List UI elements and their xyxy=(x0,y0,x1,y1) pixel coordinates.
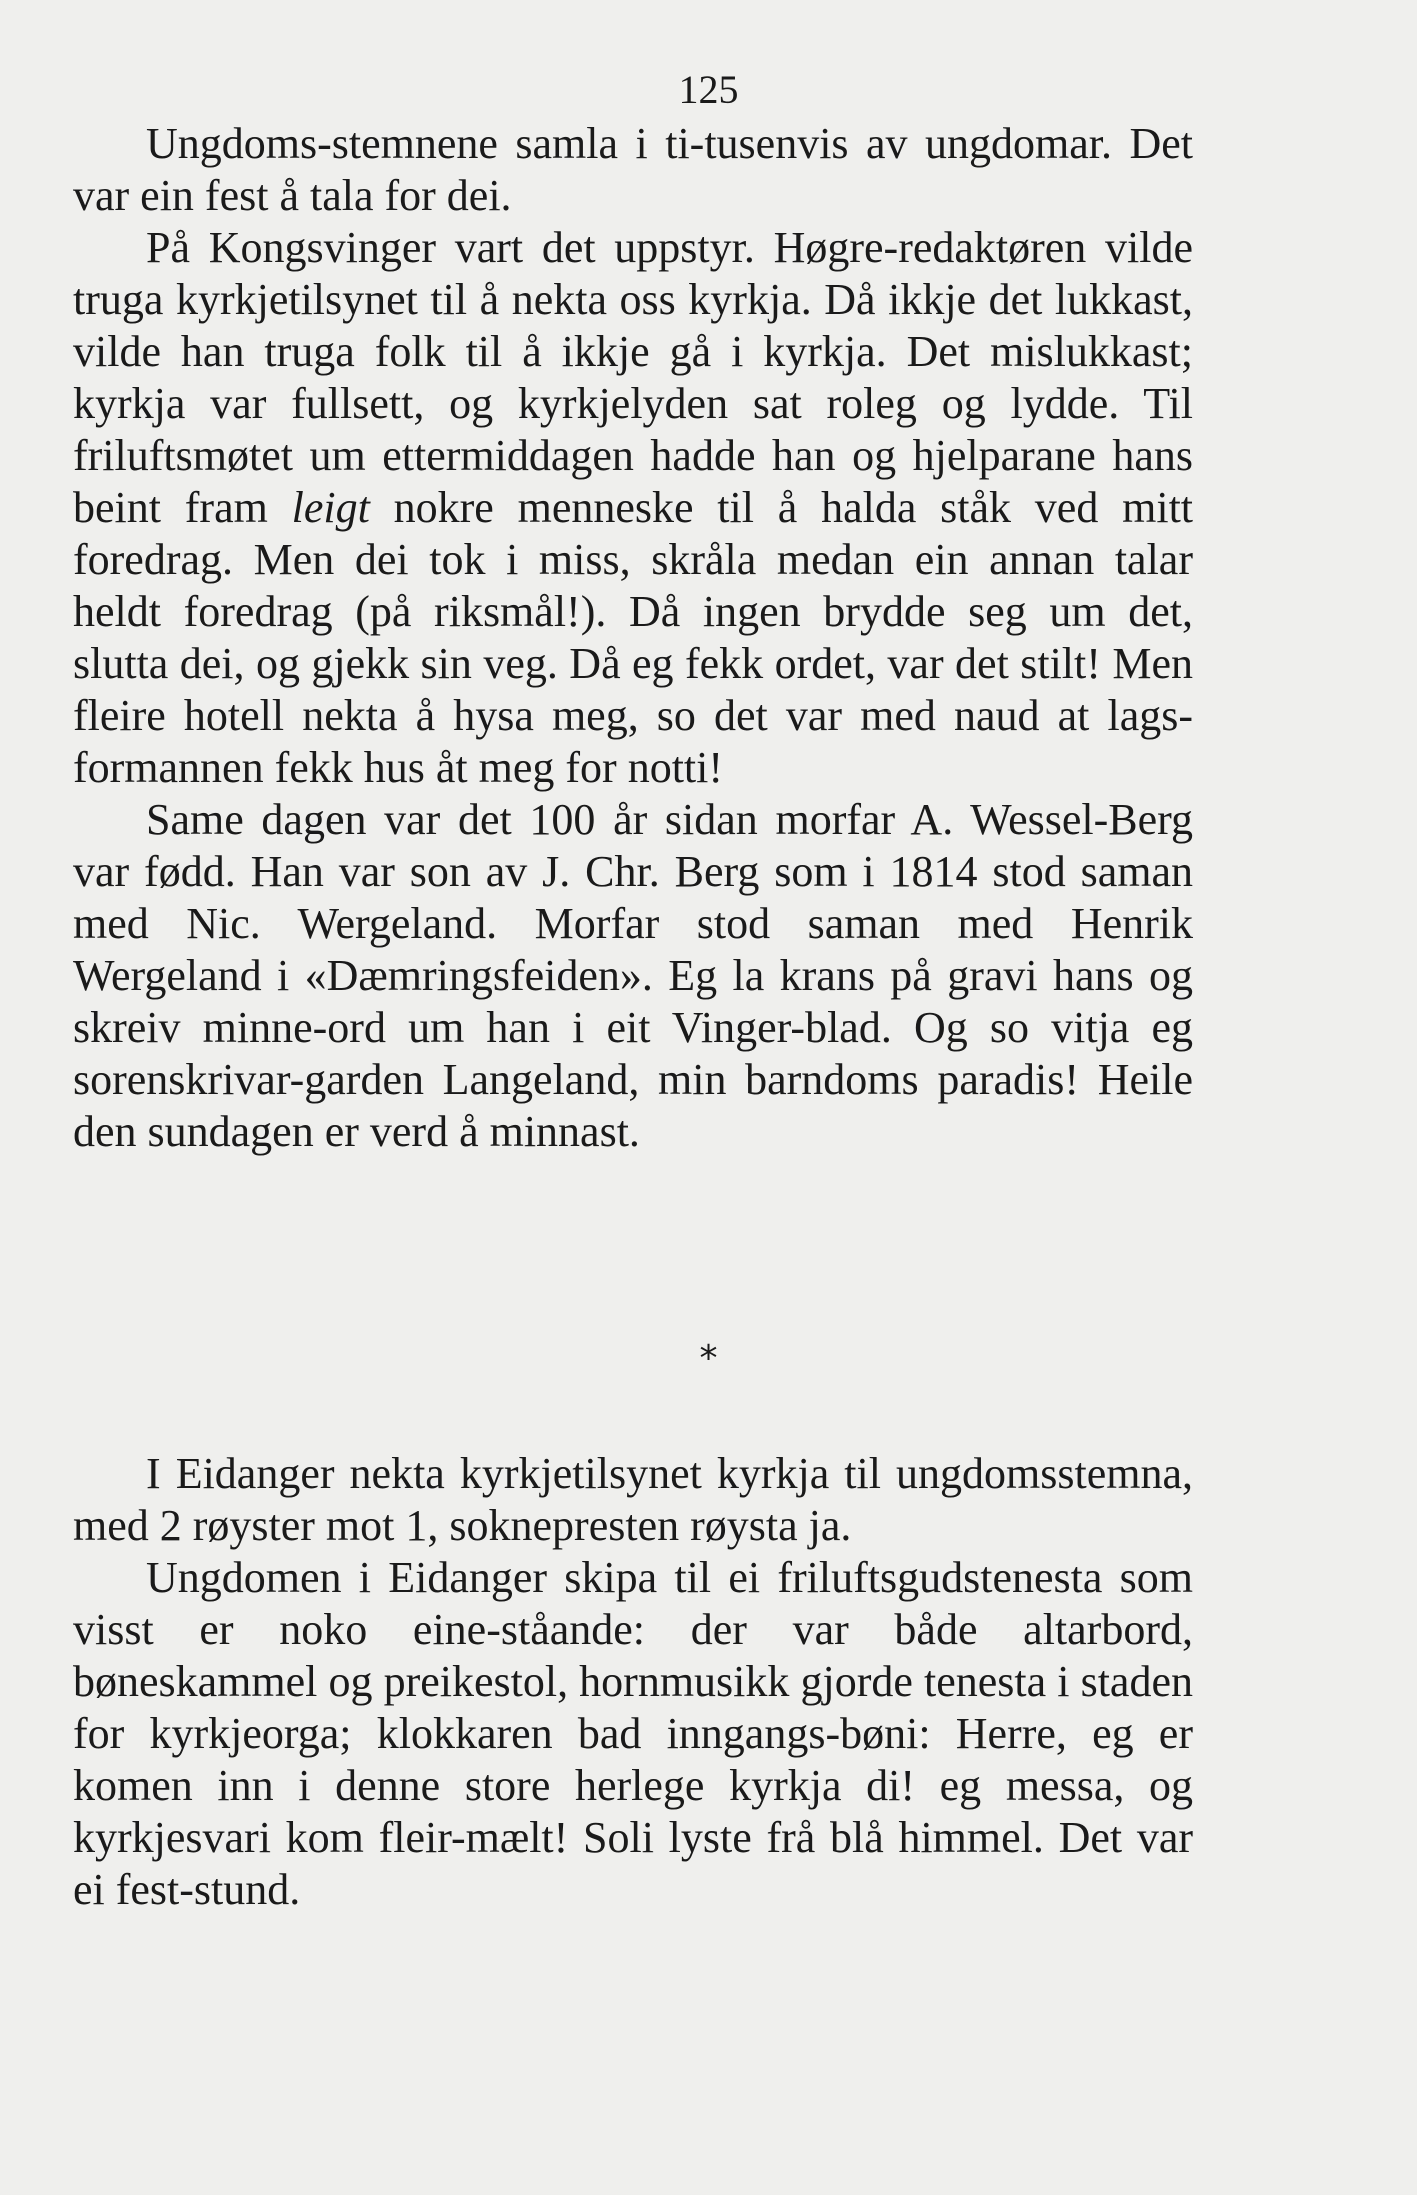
section-one xyxy=(73,118,1193,1158)
paragraph: I Eidanger nekta kyrkjetilsynet kyrkja til ungdomsstemna, med 2 røyster mot 1, soknepresten røysta ja. xyxy=(73,1449,1193,1550)
paragraph: Ungdomen i Eidanger skipa til ei friluftsgudstenesta som visst er noko eine-ståande: der var både altarbord, bøneskammel og preikestol, hornmusikk gjorde tenesta i staden for kyrkjeorga; klokkaren bad inngangs-bøni: Herre, eg er komen inn i denne store herlege kyrkja di! eg messa, og kyrkjesvari kom fleir-mælt! Soli lyste frå blå himmel. Det var ei fest-stund. xyxy=(73,1553,1193,1914)
page-number: 125 xyxy=(678,67,739,112)
paragraph: Ungdoms-stemnene samla i ti-tusenvis av ungdomar. Det var ein fest å tala for dei. xyxy=(73,119,1193,220)
section-two xyxy=(73,1448,1193,1916)
paragraph: Same dagen var det 100 år sidan morfar A. Wessel-Berg var fødd. Han var son av J. Chr. Berg som i 1814 stod saman med Nic. Wergeland. Morfar stod saman med Henrik Wergeland i «Dæmringsfeiden». Eg la krans på gravi hans og skreiv minne-ord um han i eit Vinger-blad. Og so vitja eg sorenskrivar-garden Langeland, min barndoms paradis! Heile den sundagen er verd å minnast. xyxy=(73,795,1193,1156)
italic-word: leigt xyxy=(291,483,370,532)
paragraph-text: nokre menneske til å halda ståk ved mitt foredrag. Men dei tok i miss, skråla medan ein annan talar heldt foredrag (på riksmål!). Då ingen brydde seg um det, slutta dei, og gjekk sin veg. Då eg fekk ordet, var det stilt! Men fleire hotell nekta å hysa meg, so det var med naud at lags-formannen fekk hus åt meg for notti! xyxy=(73,483,1194,792)
paragraph-text: På Kongsvinger vart det uppstyr. Høgre-redaktøren vilde truga kyrkjetilsynet til å nekta oss kyrkja. Då ikkje det lukkast, vilde han truga folk til å ikkje gå i kyrkja. Det mislukkast; kyrkja var fullsett, og kyrkjelyden sat roleg og lydde. Til friluftsmøtet um ettermiddagen hadde han og hjelparane hans beint fram xyxy=(73,223,1193,532)
section-separator: * xyxy=(699,1338,718,1379)
paragraph xyxy=(73,222,1193,794)
